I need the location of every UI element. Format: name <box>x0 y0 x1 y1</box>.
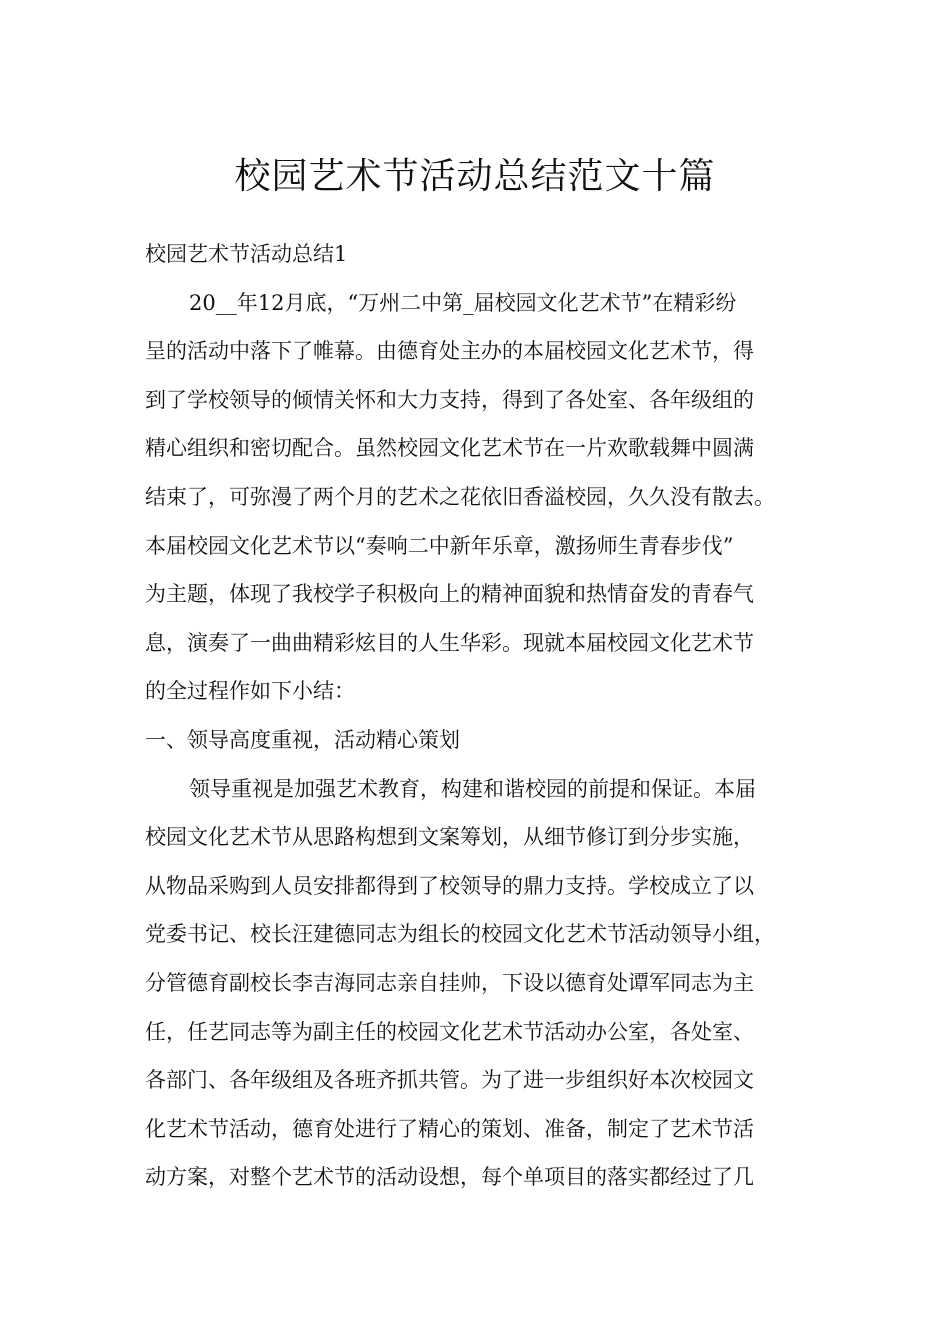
document-title: 校园艺术节活动总结范文十篇 <box>234 156 716 198</box>
document-body <box>145 230 825 1202</box>
text-line: 校园文化艺术节从思路构想到文案筹划，从细节修订到分步实施， <box>145 825 754 850</box>
text-line: 精心组织和密切配合。虽然校园文化艺术节在一片欢歌载舞中圆满 <box>145 436 754 461</box>
text-line: 为主题，体现了我校学子积极向上的精神面貌和热情奋发的青春气 <box>145 582 754 607</box>
paragraph-1 <box>145 279 825 716</box>
text-line: 从物品采购到人员安排都得到了校领导的鼎力支持。学校成立了以 <box>145 873 754 898</box>
section-heading <box>145 230 825 279</box>
text-line: 一、领导高度重视，活动精心策划 <box>145 727 460 752</box>
subheading-1 <box>145 716 825 765</box>
text-line: 任，任艺同志等为副主任的校园文化艺术节活动办公室，各处室、 <box>145 1019 754 1044</box>
text-line: 的全过程作如下小结： <box>145 679 355 704</box>
text-line: 20__年12月底，“万州二中第_届校园文化艺术节”在精彩纷 <box>189 290 737 315</box>
paragraph-2 <box>145 765 825 1202</box>
text-line: 到了学校领导的倾情关怀和大力支持，得到了各处室、各年级组的 <box>145 387 754 412</box>
text-line: 分管德育副校长李吉海同志亲自挂帅，下设以德育处谭军同志为主 <box>145 970 754 995</box>
text-line: 呈的活动中落下了帷幕。由德育处主办的本届校园文化艺术节，得 <box>145 339 754 364</box>
text-line: 校园艺术节活动总结1 <box>145 242 348 266</box>
text-line: 各部门、各年级组及各班齐抓共管。为了进一步组织好本次校园文 <box>145 1068 754 1093</box>
text-line: 化艺术节活动，德育处进行了精心的策划、准备，制定了艺术节活 <box>145 1116 754 1141</box>
text-line: 息，演奏了一曲曲精彩炫目的人生华彩。现就本届校园文化艺术节 <box>145 630 754 655</box>
text-line: 动方案，对整个艺术节的活动设想，每个单项目的落实都经过了几 <box>145 1165 754 1190</box>
text-line: 结束了，可弥漫了两个月的艺术之花依旧香溢校园，久久没有散去。 <box>145 484 775 509</box>
text-line: 领导重视是加强艺术教育，构建和谐校园的前提和保证。本届 <box>189 776 756 801</box>
text-line: 党委书记、校长汪建德同志为组长的校园文化艺术节活动领导小组， <box>145 922 775 947</box>
text-line: 本届校园文化艺术节以“奏响二中新年乐章，激扬师生青春步伐” <box>145 533 734 558</box>
